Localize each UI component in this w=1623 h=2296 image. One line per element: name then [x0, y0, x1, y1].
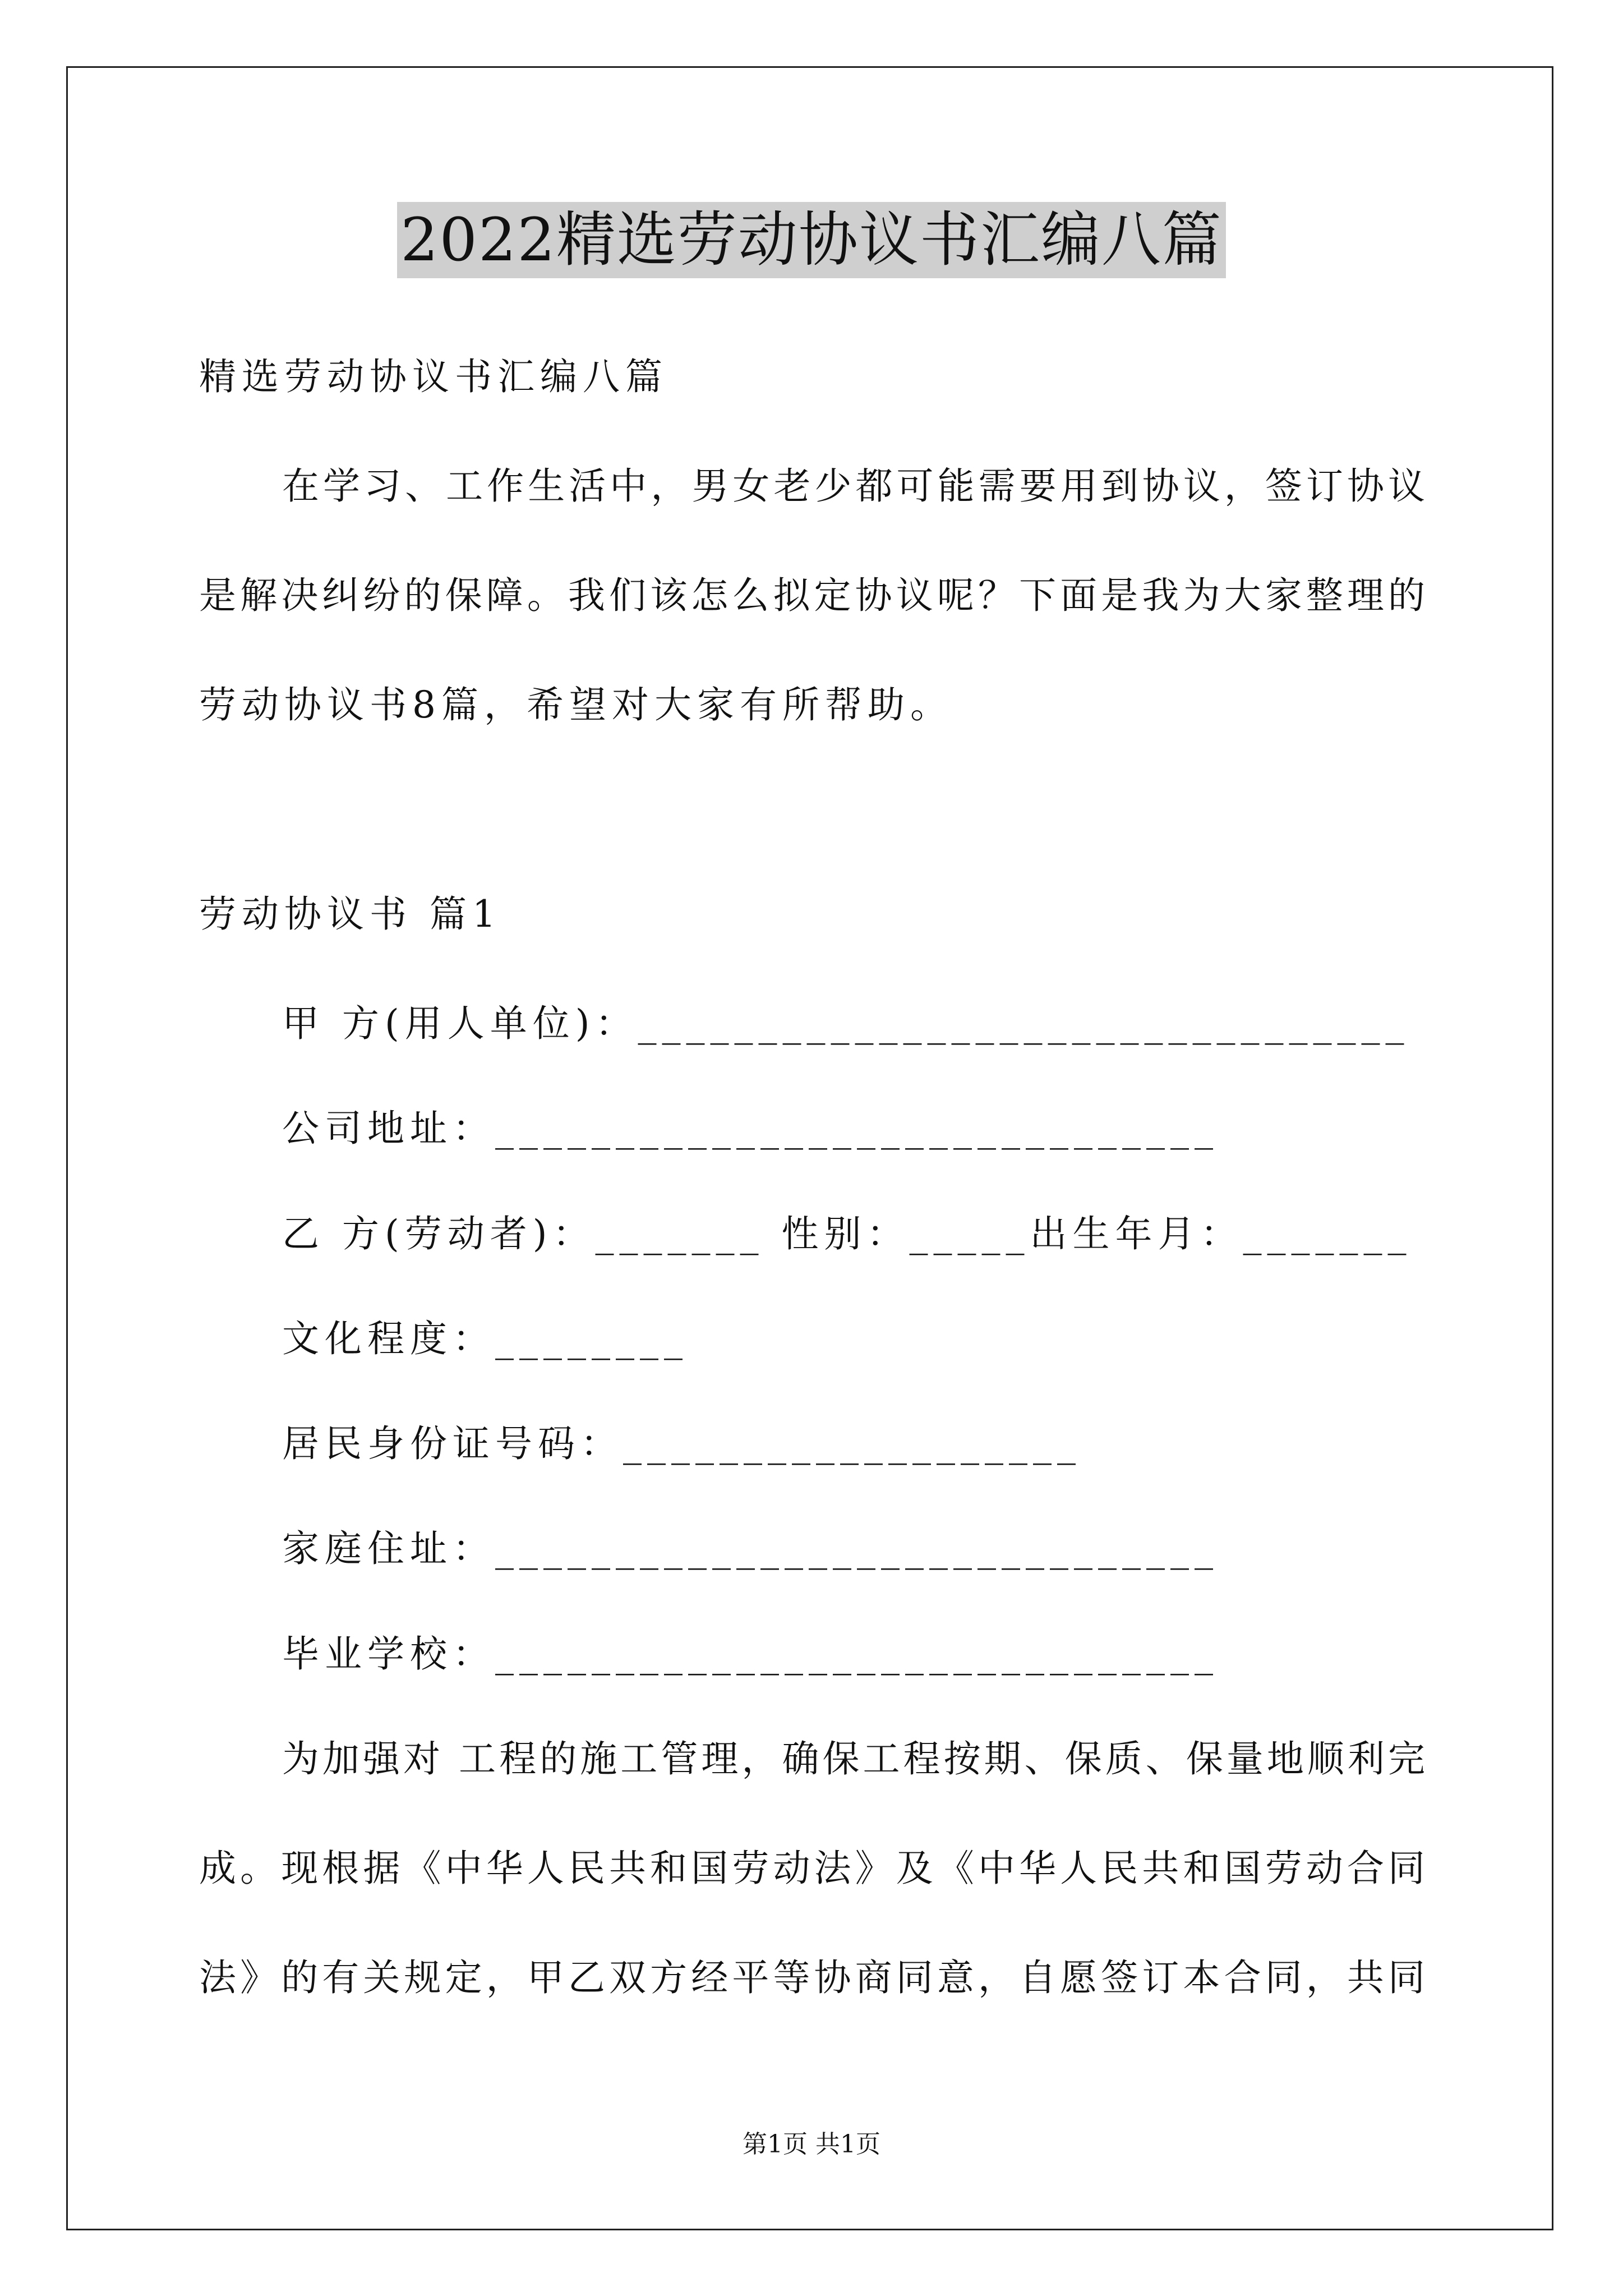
page-footer: 第1页 共1页 — [743, 2130, 880, 2159]
intro-line-3: 劳动协议书8篇，希望对大家有所帮助。 — [199, 683, 953, 726]
section-heading: 劳动协议书 篇1 — [199, 892, 501, 936]
field-education: 文化程度：________ — [282, 1317, 688, 1360]
body-line-3: 法》的有关规定，甲乙双方经平等协商同意，自愿签订本合同，共同 — [199, 1956, 1425, 1999]
field-company-address: 公司地址：______________________________ — [282, 1107, 1219, 1150]
title-container — [0, 202, 1623, 278]
intro-line-2: 是解决纠纷的保障。我们该怎么拟定协议呢？下面是我为大家整理的 — [199, 574, 1425, 617]
intro-line-1: 在学习、工作生活中，男女老少都可能需要用到协议，签订协议 — [282, 464, 1425, 508]
field-party-a: 甲 方(用人单位)：________________________________ — [282, 1002, 1410, 1045]
field-id-number: 居民身份证号码：___________________ — [282, 1422, 1081, 1465]
subtitle: 精选劳动协议书汇编八篇 — [199, 355, 668, 398]
field-party-b: 乙 方(劳动者)：_______ 性别：_____出生年月：_______ — [282, 1212, 1412, 1255]
field-home-address: 家庭住址：______________________________ — [282, 1527, 1219, 1570]
body-line-1: 为加强对 工程的施工管理，确保工程按期、保质、保量地顺利完 — [282, 1737, 1425, 1780]
field-school: 毕业学校：______________________________ — [282, 1632, 1219, 1676]
body-line-2: 成。现根据《中华人民共和国劳动法》及《中华人民共和国劳动合同 — [199, 1847, 1425, 1890]
document-title: 2022精选劳动协议书汇编八篇 — [397, 202, 1226, 278]
